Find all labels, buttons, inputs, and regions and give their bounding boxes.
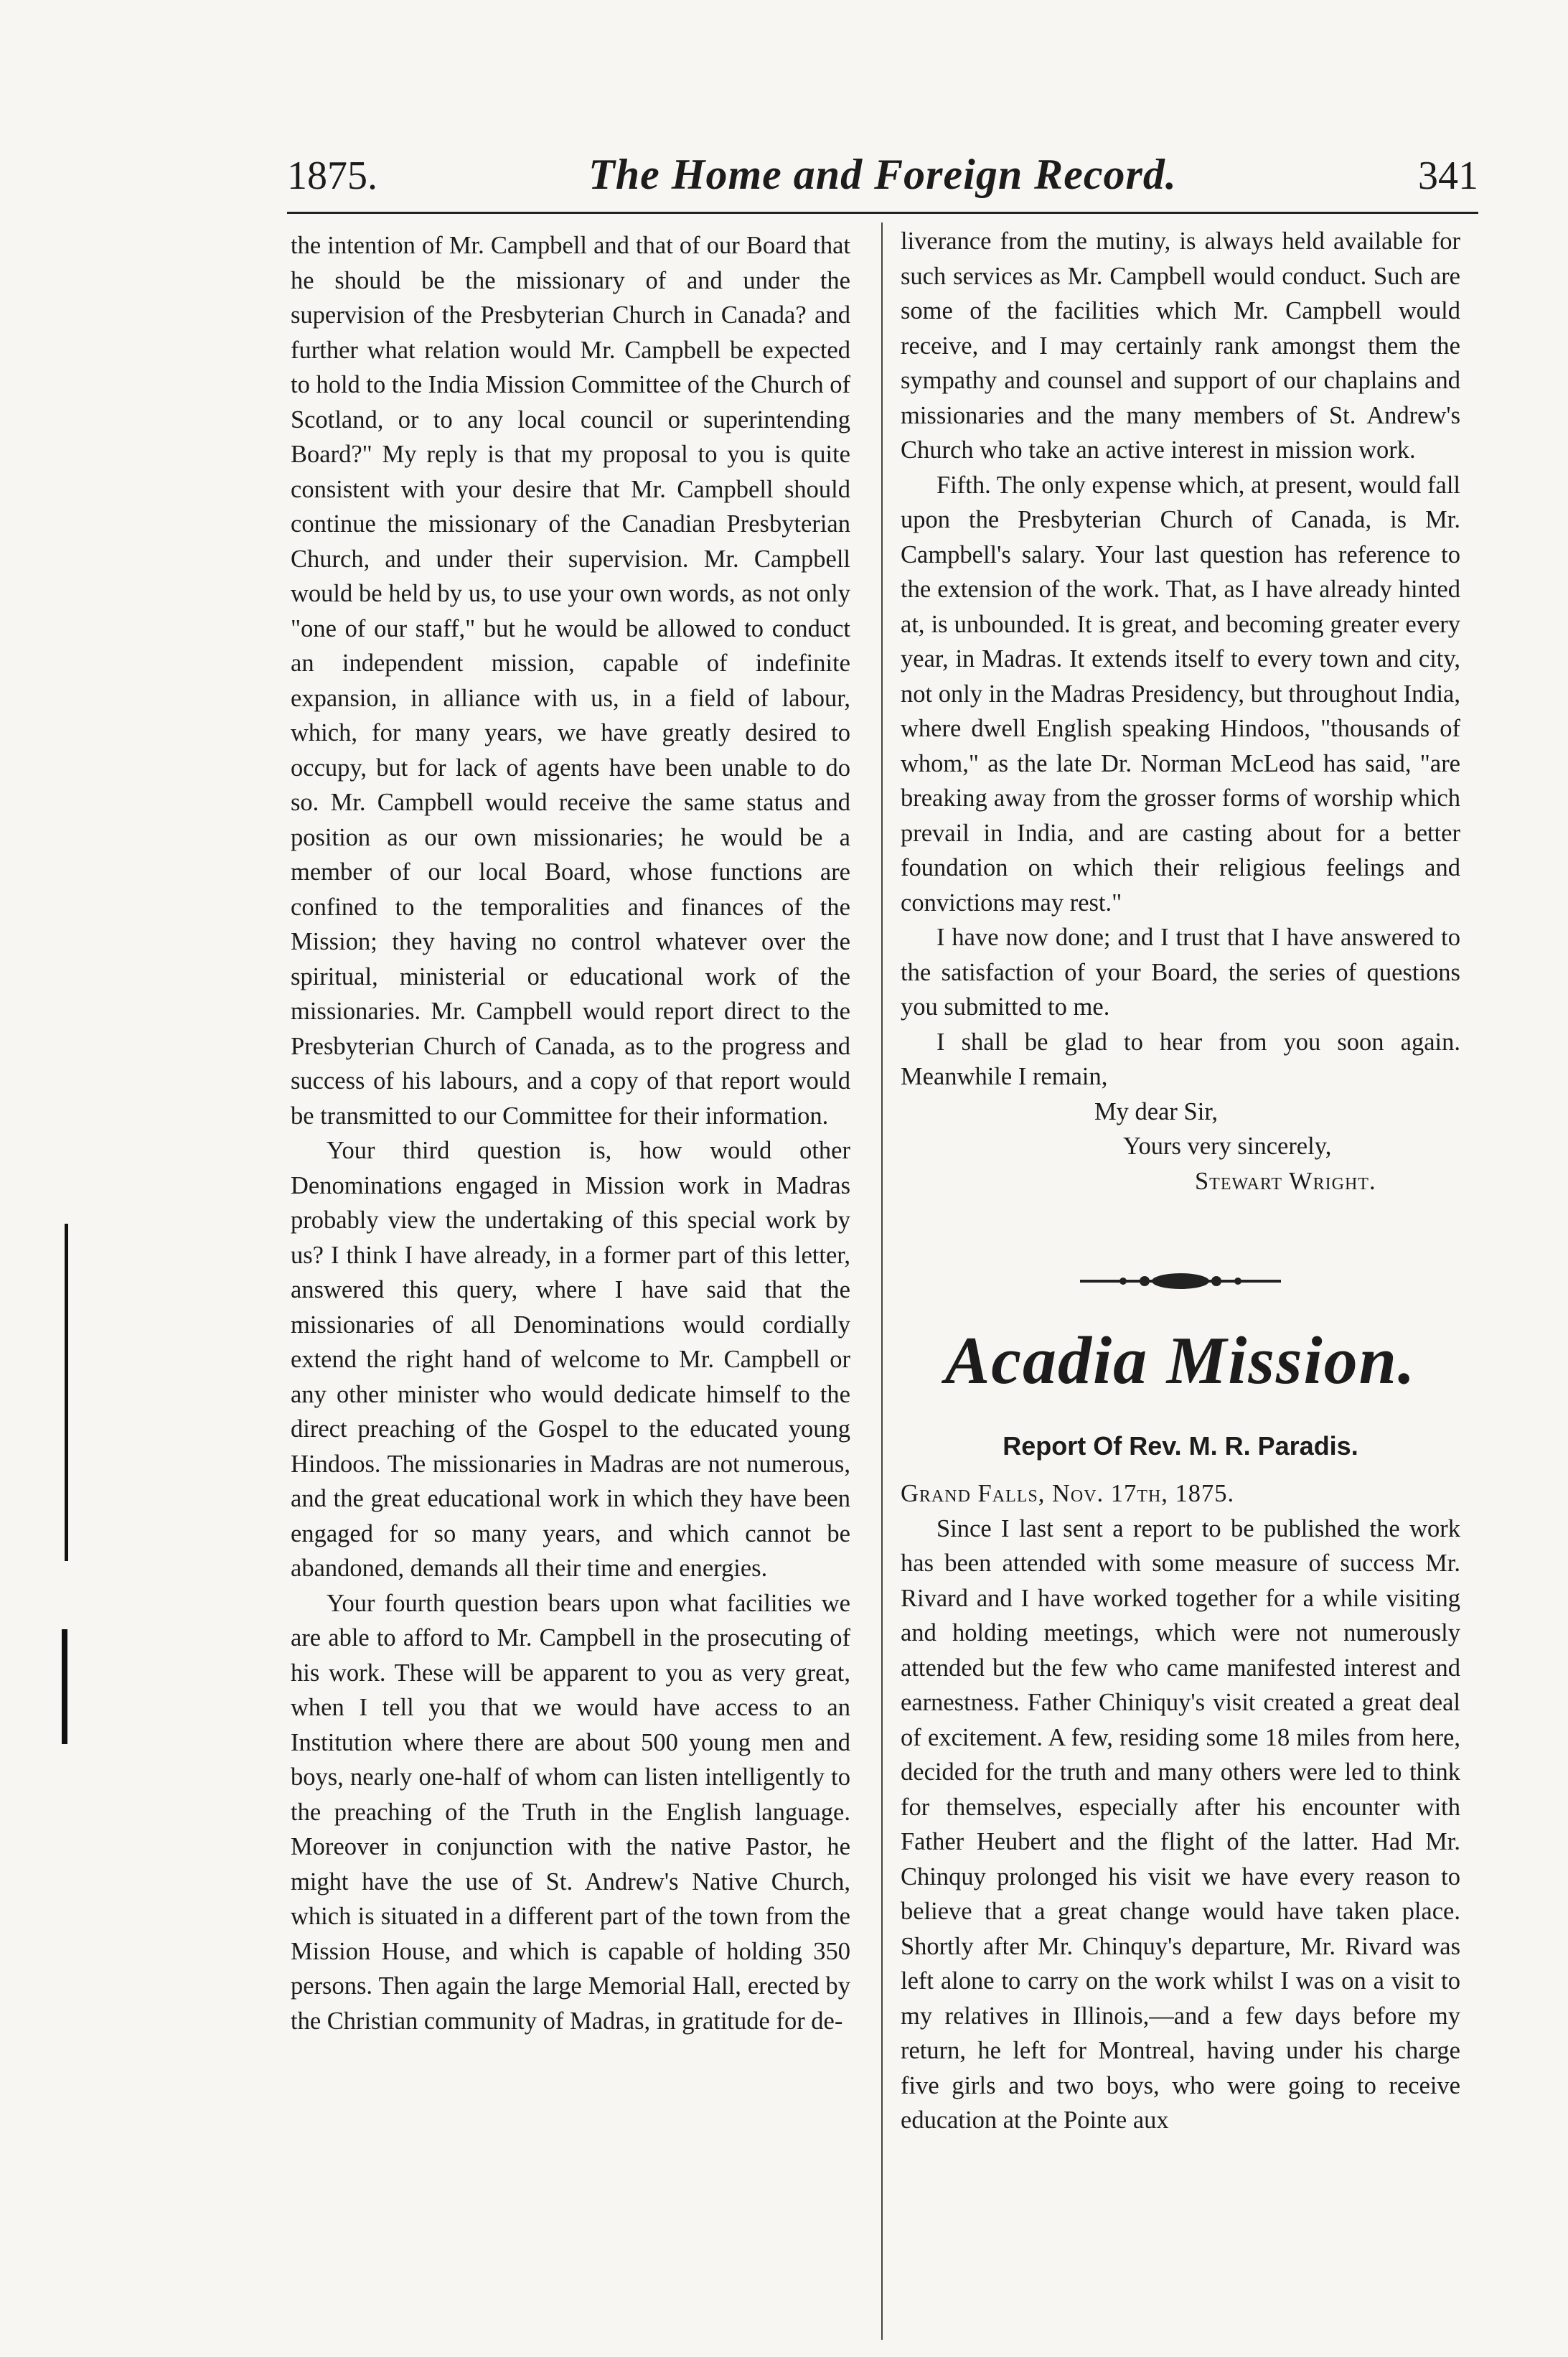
header-page-number: 341	[1418, 154, 1478, 198]
ornament-divider	[901, 1267, 1460, 1295]
column-rule	[881, 222, 883, 2340]
right-column	[901, 224, 1460, 2138]
signature-name: Stewart Wright.	[1195, 1167, 1376, 1195]
report-paragraph: Since I last sent a report to be published the work has been attended with some measure of success Mr. Rivard and I have worked together for a while visiting and holding meetings, which were not numerously attended but the few who came manifested interest and earnestness. Father Chiniquy's visit created a great deal of excitement. A few, residing some 18 miles from here, decided for the truth and many others were led to think for themselves, especially after his encounter with Father Heubert and the flight of the latter. Had Mr. Chinquy prolonged his visit we have every reason to believe that a great change would have taken place. Shortly after Mr. Chinquy's departure, Mr. Rivard was left alone to carry on the work whilst I was on a visit to my relatives in Illinois,—and a few days before my return, he left for Montreal, having under his charge five girls and two boys, who were going to receive education at the Pointe aux	[901, 1514, 1460, 2134]
report-dateline: Grand Falls, Nov. 17th, 1875.	[901, 1480, 1235, 1507]
signature-closing: Yours very sincerely,	[1123, 1133, 1332, 1160]
scan-artifact-mark	[65, 1224, 68, 1561]
signature-salutation: My dear Sir,	[1094, 1097, 1219, 1125]
right-paragraph-1: liverance from the mutiny, is always held available for such services as Mr. Campbell would conduct. Such are some of the facilities which Mr. Campbell would receive, and I may certainly rank amongst them the sympathy and counsel and support of our chaplains and missionaries and the many members of St. Andrew's Church who take an active interest in mission work.	[901, 228, 1460, 464]
scan-artifact-mark	[62, 1629, 67, 1744]
left-column	[291, 228, 850, 2038]
left-paragraph-1: the intention of Mr. Campbell and that of our Board that he should be the missionary of and under the supervision of the Presbyterian Church in Canada? and further what relation would Mr. Campbell be expected to hold to the India Mission Committee of the Church of Scotland, or to any local council or superintending Board?" My reply is that my proposal to you is quite consistent with your desire that Mr. Campbell should continue the missionary of the Canadian Presbyterian Church, and under their supervision. Mr. Campbell would be held by us, to use your own words, as not only "one of our staff," but he would be allowed to conduct an independent mission, capable of indefinite expansion, in alliance with us, in a field of labour, which, for many years, we have greatly desired to occupy, but for lack of agents have been unable to do so. Mr. Campbell would receive the same status and position as our own missionaries; he would be a member of our local Board, whose functions are confined to the temporalities and finances of the Mission; they having no control whatever over the spiritual, ministerial or educational work of the missionaries. Mr. Campbell would report direct to the Presbyterian Church of Canada, as to the progress and success of his labours, and a copy of that report would be transmitted to our Committee for their information.	[291, 232, 850, 1130]
ornament-icon	[1073, 1267, 1288, 1295]
right-paragraph-3: I have now done; and I trust that I have answered to the satisfaction of your Board, the series of questions you submitted to me.	[901, 924, 1460, 1021]
left-paragraph-2: Your third question is, how would other Denominations engaged in Mission work in Madras probably view the undertaking of this special work by us? I think I have already, in a former part of this letter, answered this query, where I have said that the missionaries of all Denominations would cordially extend the right hand of welcome to Mr. Campbell or any other minister who would dedicate himself to the direct preaching of the Gospel to the educated young Hindoos. The missionaries in Madras are not numerous, and the great educational work in which they have been engaged for so many years, and which cannot be abandoned, demands all their time and energies.	[291, 1137, 850, 1582]
header-title: The Home and Foreign Record.	[588, 151, 1177, 198]
section-title: Acadia Mission.	[944, 1323, 1417, 1398]
report-title: Report Of Rev. M. R. Paradis.	[1003, 1431, 1358, 1461]
right-paragraph-2: Fifth. The only expense which, at present, would fall upon the Presbyterian Church of Canada, is Mr. Campbell's salary. Your last question has reference to the extension of the work. That, as I have already hinted at, is unbounded. It is great, and becoming greater every year, in Madras. It extends itself to every town and city, not only in the Madras Presidency, but throughout India, where dwell English speaking Hindoos, "thousands of whom," as the late Dr. Norman McLeod has said, "are breaking away from the grosser forms of worship which prevail in India, and are casting about for a better foundation on which their religious feelings and convictions may rest."	[901, 471, 1460, 917]
page-header	[287, 147, 1478, 214]
left-paragraph-3: Your fourth question bears upon what facilities we are able to afford to Mr. Campbell in the prosecuting of his work. These will be apparent to you as very great, when I tell you that we would have access to an Institution where there are about 500 young men and boys, nearly one-half of whom can listen intelligently to the preaching of the Truth in the English language. Moreover in conjunction with the native Pastor, he might have the use of St. Andrew's Native Church, which is situated in a different part of the town from the Mission House, and which is capable of holding 350 persons. Then again the large Memorial Hall, erected by the Christian community of Madras, in gratitude for de-	[291, 1589, 850, 2035]
right-paragraph-4: I shall be glad to hear from you soon again. Meanwhile I remain,	[901, 1028, 1460, 1090]
header-year: 1875.	[287, 154, 377, 198]
